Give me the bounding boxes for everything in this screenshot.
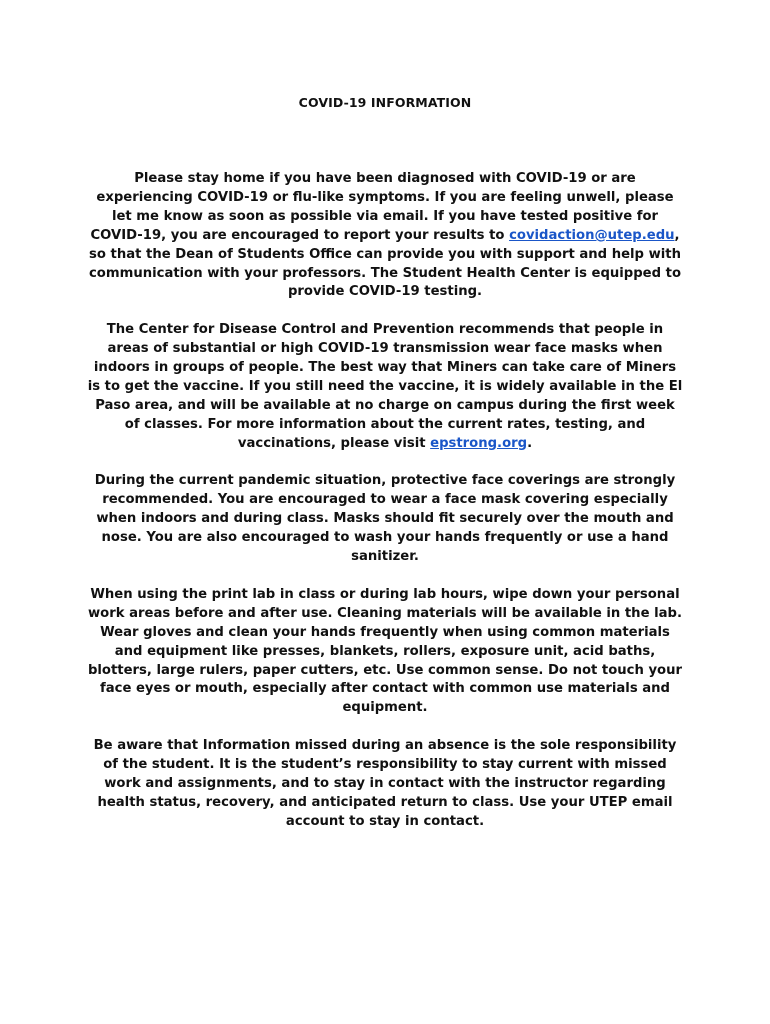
paragraph-absence: Be aware that Information missed during an absence is the sole responsibility of the student. It is the student’s responsibility to stay current with missed work and assignments, and to stay in contact with the instructor regarding health status, recovery, and anticipated return to class. Use your UTEP email account to stay in contact.: [93, 738, 677, 829]
document-body: [86, 170, 684, 851]
paragraph-face-coverings: During the current pandemic situation, protective face coverings are strongly recommended. You are encouraged to wear a face mask covering especially when indoors and during class. Masks should fit securely over the mouth and nose. You are also encouraged to wash your hands frequently or use a hand sanitizer.: [94, 473, 676, 565]
epstrong-link[interactable]: epstrong.org: [430, 435, 528, 451]
page-title: COVID-19 INFORMATION: [298, 95, 472, 110]
paragraph-text: .: [527, 435, 533, 451]
covidaction-email-link[interactable]: covidaction@utep.edu: [509, 227, 675, 243]
paragraph-text: , so that the Dean of Students Office can provide you with support and help with communication with your professors. The Student Health Center is equipped to provide COVID-19 testing.: [88, 227, 682, 300]
paragraph-cdc-vaccine: [86, 321, 684, 453]
paragraph-stay-home: [86, 170, 684, 302]
paragraph-text: The Center for Disease Control and Prevention recommends that people in areas of substantial or high COVID-19 transmission wear face masks when indoors in groups of people. The best way that Miners can take care of Miners is to get the vaccine. If you still need the vaccine, it is widely available in the El Paso area, and will be available at no charge on campus during the first week of classes. For more information about the current rates, testing, and vaccinations, please visit: [87, 322, 683, 451]
paragraph-print-lab: When using the print lab in class or during lab hours, wipe down your personal work areas before and after use. Cleaning materials will be available in the lab. Wear gloves and clean your hands frequently when using common materials and equipment like presses, blankets, rollers, exposure unit, acid baths, blotters, large rulers, paper cutters, etc. Use common sense. Do not touch your face eyes or mouth, especially after contact with common use materials and equipment.: [87, 586, 683, 716]
paragraph-text: Please stay home if you have been diagnosed with COVID-19 or are experiencing COVID-19 or flu-like symptoms. If you are feeling unwell, please let me know as soon as possible via email. If you have tested positive for COVID-19, you are encouraged to report your results to: [90, 171, 674, 243]
